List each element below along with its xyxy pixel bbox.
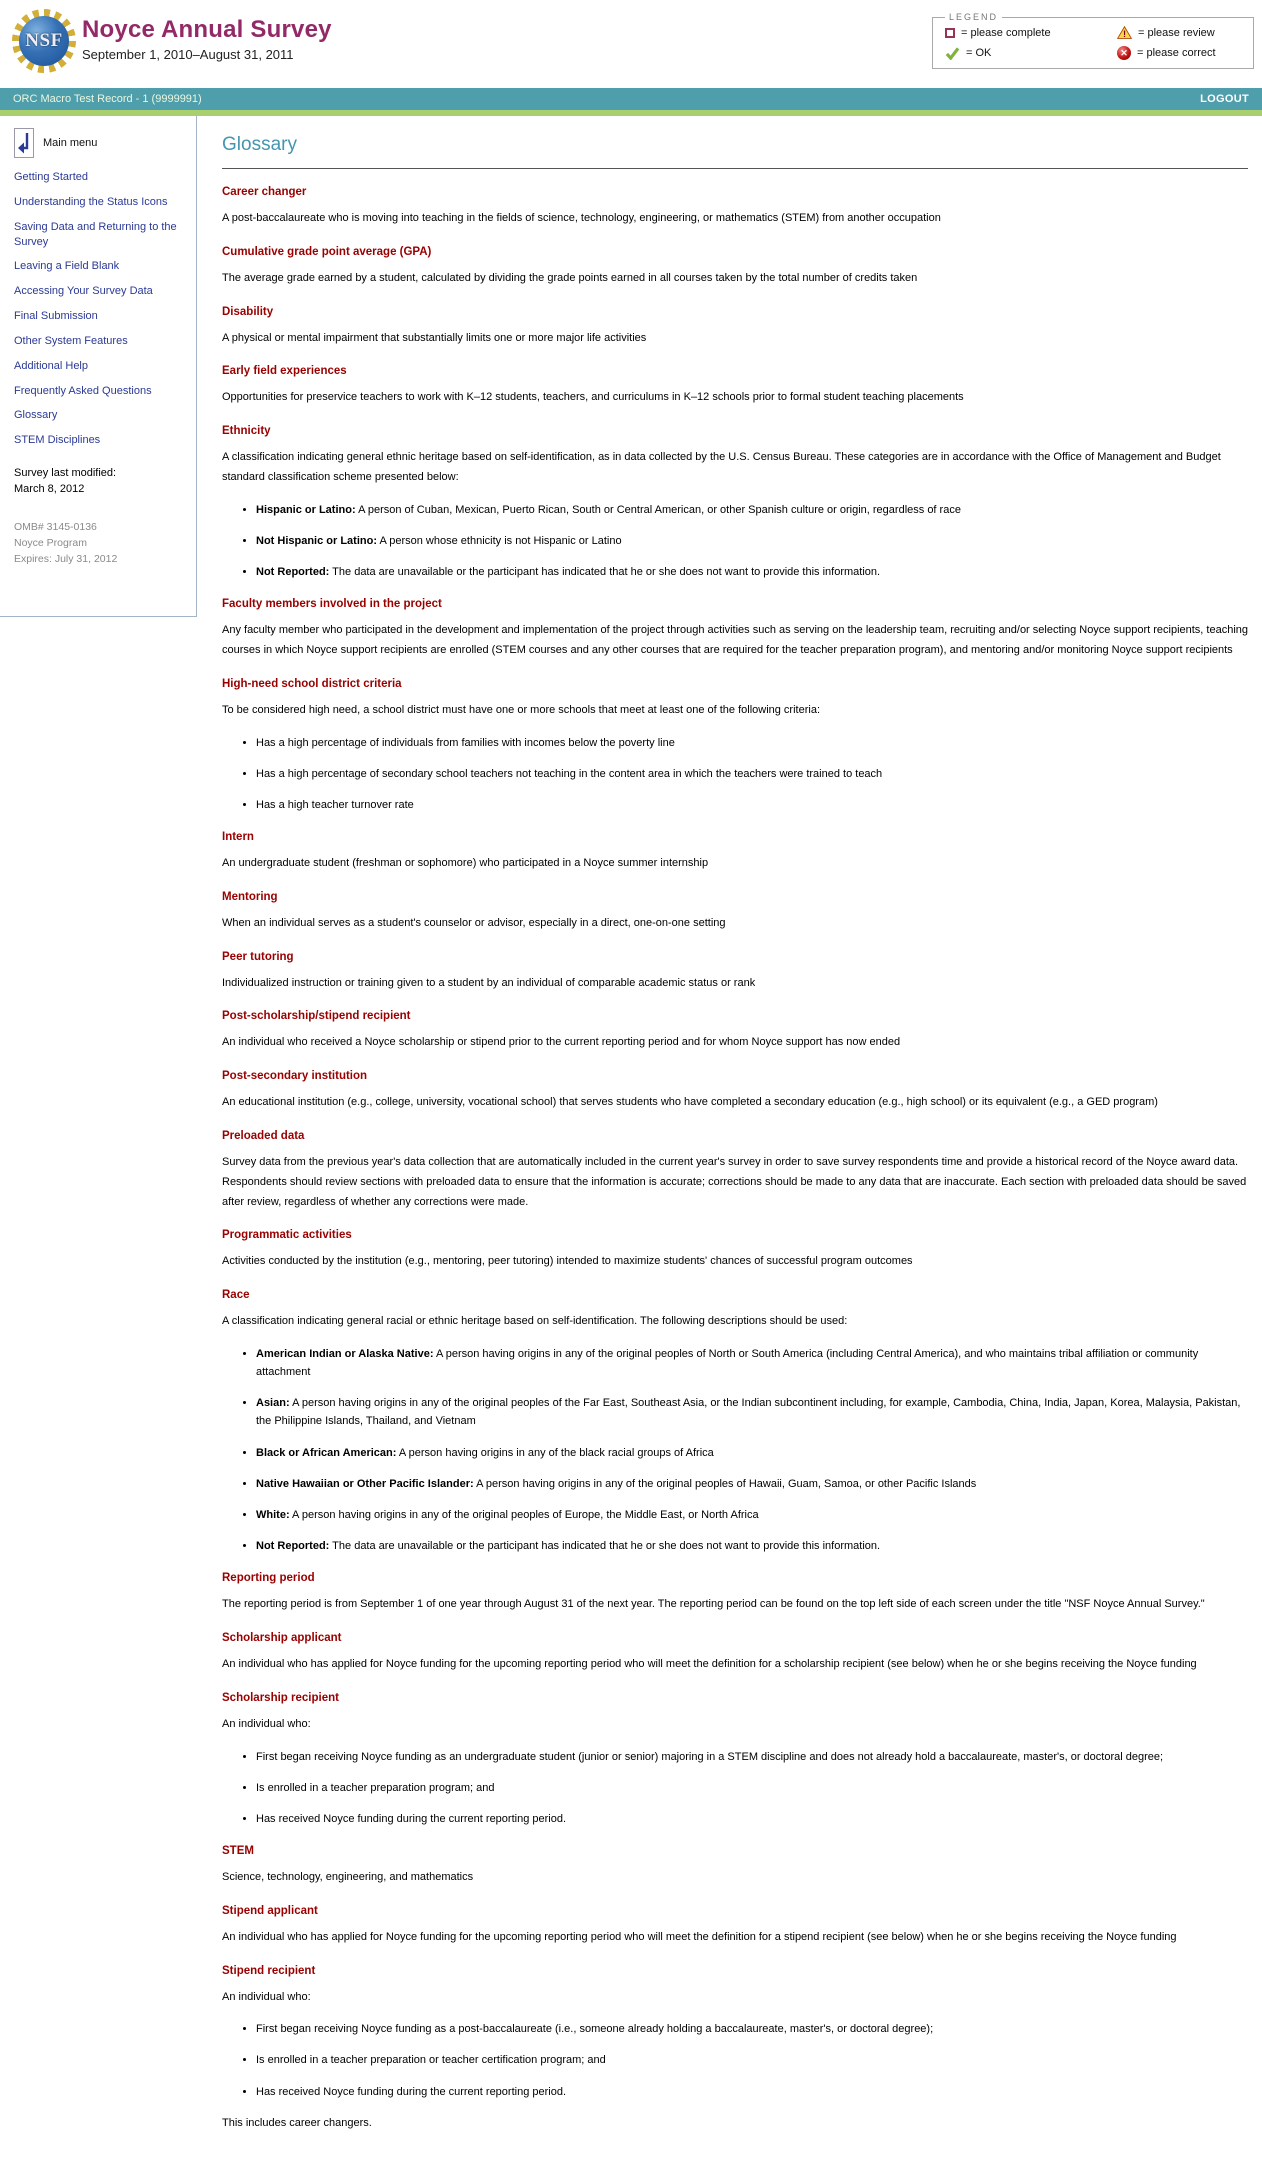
legend-title: LEGEND — [949, 12, 999, 22]
glossary-definition: To be considered high need, a school district must have one or more schools that meet at least one of the following criteria: — [222, 703, 820, 716]
last-modified-label: Survey last modified: — [14, 467, 117, 480]
sidebar-item-getting-started[interactable]: Getting Started — [14, 171, 88, 183]
glossary-bullet-item: • Not Hispanic or Latino: A person whose ethnicity is not Hispanic or Latino — [256, 532, 1248, 550]
ok-check-icon — [945, 47, 960, 60]
bullet-lead: American Indian or Alaska Native: — [256, 1347, 434, 1360]
sidebar-item-other-system-features[interactable]: Other System Features — [14, 334, 128, 347]
omb-info — [14, 520, 186, 567]
glossary-term-high-need-school-district-criteria: High-need school district criteria — [222, 677, 402, 690]
glossary-term-stipend-recipient: Stipend recipient — [222, 1964, 316, 1977]
legend-grid — [945, 26, 1243, 60]
glossary-term-post-secondary-institution: Post-secondary institution — [222, 1070, 368, 1083]
glossary-definition: Activities conducted by the institution (e.g., mentoring, peer tutoring) intended to maximize students' chances of successful program outcomes — [222, 1255, 913, 1268]
sidebar-item-accessing-your-survey-data[interactable]: Accessing Your Survey Data — [14, 285, 153, 298]
glossary-term-career-changer: Career changer — [222, 186, 307, 198]
glossary-definition: The average grade earned by a student, calculated by dividing the grade points earned in all courses taken by the total number of credits taken — [222, 271, 918, 284]
glossary-bullet-item: • First began receiving Noyce funding as an undergraduate student (junior or senior) majoring in a STEM discipline and does not already hold a baccalaureate, master's, or doctoral degree; — [256, 1748, 1248, 1766]
reporting-period-subtitle: September 1, 2010–August 31, 2011 — [82, 47, 294, 62]
glossary-definition: A classification indicating general ethnic heritage based on self-identification, as in data collected by the U.S. Census Bureau. These categories are in accordance with the Office of Management and Budget standard classification scheme presented below: — [222, 451, 1221, 483]
legend-item-square — [945, 26, 1117, 39]
layout — [0, 116, 1262, 2174]
sidebar-item-stem-disciplines[interactable]: STEM Disciplines — [14, 434, 101, 447]
legend-item-label: = please correct — [1137, 47, 1216, 59]
glossary-definition: A physical or mental impairment that substantially limits one or more major life activities — [222, 331, 647, 344]
glossary-definition: Survey data from the previous year's data collection that are automatically included in the current year's survey in order to save survey respondents time and provide a historical record of the Noyce award data. Respondents should review sections with preloaded data to ensure that the information is accurate; corrections should be made to any data that are inaccurate. Each section with preloaded data should be saved after review, regardless of whether any corrections were made. — [222, 1156, 1247, 1208]
glossary-term-stipend-applicant: Stipend applicant — [222, 1904, 318, 1917]
glossary-definition: An individual who received a Noyce scholarship or stipend prior to the current reporting period and for whom Noyce support has now ended — [222, 1036, 901, 1049]
glossary-bullet-item: • Has a high percentage of secondary school teachers not teaching in the content area in which the teachers were trained to teach — [256, 765, 1248, 783]
glossary-term-early-field-experiences: Early field experiences — [222, 365, 347, 378]
glossary-bullet-list — [242, 1748, 1248, 1828]
topbar — [0, 88, 1262, 110]
glossary-bullet-item: • Black or African American: A person having origins in any of the black racial groups of Africa — [256, 1444, 1248, 1462]
brand — [82, 16, 332, 62]
legend-item-label: = please complete — [961, 26, 1051, 39]
glossary-term-programmatic-activities: Programmatic activities — [222, 1229, 352, 1242]
glossary-term-mentoring: Mentoring — [222, 890, 278, 903]
page-title: Glossary — [222, 134, 297, 155]
nsf-logo-icon — [12, 9, 76, 73]
bullet-lead: Not Reported: — [256, 1539, 330, 1552]
glossary-term-cumulative-grade-point-average-gpa: Cumulative grade point average (GPA) — [222, 245, 432, 258]
bullet-lead: Asian: — [256, 1397, 290, 1410]
title-divider — [222, 168, 1248, 169]
glossary-term-race: Race — [222, 1289, 250, 1302]
glossary-definition: Individualized instruction or training given to a student by an individual of comparable academic status or rank — [222, 976, 756, 989]
main-menu-icon — [14, 128, 34, 158]
sidebar-item-glossary[interactable]: Glossary — [14, 409, 58, 422]
glossary-bullet-item: • Hispanic or Latino: A person of Cuban, Mexican, Puerto Rican, South or Central American, or other Spanish culture or origin, regardless of race — [256, 501, 1248, 519]
omb-line: Noyce Program — [14, 536, 87, 549]
glossary-bullet-item: • Is enrolled in a teacher preparation or teacher certification program; and — [256, 2051, 1248, 2069]
sidebar — [0, 116, 197, 617]
glossary-definition: An individual who has applied for Noyce funding for the upcoming reporting period who will meet the definition for a stipend recipient (see below) when he or she begins receiving the Noyce funding — [222, 1930, 1177, 1943]
bullet-lead: Black or African American: — [256, 1446, 397, 1459]
glossary-bullet-item: • Not Reported: The data are unavailable or the participant has indicated that he or she does not want to provide this information. — [256, 1537, 1248, 1555]
glossary-definition: A post-baccalaureate who is moving into teaching in the fields of science, technology, engineering, or mathematics (STEM) from another occupation — [222, 212, 941, 224]
glossary-term-post-scholarship-stipend-recipient: Post-scholarship/stipend recipient — [222, 1010, 411, 1023]
glossary-bullet-item: • Has a high percentage of individuals from families with incomes below the poverty line — [256, 734, 1248, 752]
record-label: ORC Macro Test Record - 1 (9999991) — [13, 93, 202, 105]
omb-line: Expires: July 31, 2012 — [14, 552, 118, 565]
glossary-term-peer-tutoring: Peer tutoring — [222, 950, 294, 963]
glossary-term-ethnicity: Ethnicity — [222, 425, 271, 438]
glossary-term-preloaded-data: Preloaded data — [222, 1130, 305, 1142]
legend-box — [932, 12, 1254, 69]
nsf-logo-text: NSF — [25, 30, 63, 51]
glossary-bullet-list — [242, 1345, 1248, 1555]
glossary-definition: When an individual serves as a student's counselor or advisor, especially in a direct, one-on-one setting — [222, 916, 726, 929]
legend-item-label: = OK — [966, 47, 992, 59]
sidebar-item-additional-help[interactable]: Additional Help — [14, 359, 88, 372]
glossary-definition: An individual who: — [222, 1990, 311, 2003]
glossary-bullet-list — [242, 2020, 1248, 2100]
glossary-definition: An educational institution (e.g., college, university, vocational school) that serves students who have completed a secondary education (e.g., high school) or its equivalent (e.g., a GED program) — [222, 1096, 1158, 1109]
sidebar-item-final-submission[interactable]: Final Submission — [14, 310, 98, 323]
glossary-bullet-item: • Is enrolled in a teacher preparation program; and — [256, 1779, 1248, 1797]
main-menu-label: Main menu — [43, 137, 98, 149]
glossary-definition: An undergraduate student (freshman or sophomore) who participated in a Noyce summer internship — [222, 857, 709, 870]
sidebar-item-understanding-the-status-icons[interactable]: Understanding the Status Icons — [14, 195, 168, 208]
glossary-bullet-item: • Has a high teacher turnover rate — [256, 796, 1248, 814]
bullet-lead: Not Reported: — [256, 566, 330, 579]
main-content — [197, 116, 1262, 2174]
glossary-term-stem: STEM — [222, 1844, 254, 1857]
svg-text:!: ! — [1122, 29, 1127, 39]
legend-item-label: = please review — [1138, 26, 1215, 39]
logout-button[interactable]: LOGOUT — [1200, 93, 1249, 105]
glossary-definition: A classification indicating general racial or ethnic heritage based on self-identification. The following descriptions should be used: — [222, 1315, 848, 1328]
bullet-lead: Native Hawaiian or Other Pacific Islander: — [256, 1477, 474, 1490]
glossary-term-scholarship-applicant: Scholarship applicant — [222, 1631, 342, 1644]
bullet-lead: Hispanic or Latino: — [256, 503, 356, 516]
glossary-term-scholarship-recipient: Scholarship recipient — [222, 1691, 339, 1704]
glossary-bullet-item: • American Indian or Alaska Native: A person having origins in any of the original peoples of North or South America (including Central America), and who maintains tribal affiliation or community attachment — [256, 1345, 1248, 1381]
warning-triangle-icon — [1117, 26, 1132, 39]
sidebar-item-leaving-a-field-blank[interactable]: Leaving a Field Blank — [14, 260, 120, 273]
bullet-lead: Not Hispanic or Latino: — [256, 534, 377, 547]
glossary-term-faculty-members-involved-in-the-project: Faculty members involved in the project — [222, 598, 442, 611]
app-title: Noyce Annual Survey — [82, 16, 332, 43]
sidebar-item-frequently-asked-questions[interactable]: Frequently Asked Questions — [14, 384, 152, 397]
glossary-entries — [222, 186, 1248, 2134]
glossary-bullet-item: • First began receiving Noyce funding as a post-baccalaureate (i.e., someone already holding a baccalaureate, master's, or doctoral degree); — [256, 2020, 1248, 2038]
glossary-bullet-item: • White: A person having origins in any of the original peoples of Europe, the Middle East, or North Africa — [256, 1506, 1248, 1524]
error-circle-icon: ✕ — [1117, 46, 1131, 60]
glossary-term-intern: Intern — [222, 831, 254, 844]
glossary-bullet-item: • Has received Noyce funding during the current reporting period. — [256, 1810, 1248, 1828]
nsf-globe-icon — [19, 16, 69, 66]
glossary-term-reporting-period: Reporting period — [222, 1572, 315, 1585]
glossary-term-disability: Disability — [222, 305, 274, 318]
glossary-definition: The reporting period is from September 1 of one year through August 31 of the next year. The reporting period can be found on the top left side of each screen under the title "NSF Noyce Annual Survey." — [222, 1598, 1205, 1611]
glossary-definition: Opportunities for preservice teachers to work with K–12 students, teachers, and curriculums in K–12 schools prior to formal student teaching placements — [222, 391, 964, 404]
glossary-definition: An individual who has applied for Noyce funding for the upcoming reporting period who will meet the definition for a scholarship recipient (see below) when he or she begins receiving the Noyce funding — [222, 1657, 1197, 1670]
header — [0, 0, 1262, 88]
last-modified-date: March 8, 2012 — [14, 483, 85, 496]
glossary-definition: Science, technology, engineering, and mathematics — [222, 1870, 474, 1883]
glossary-definition: An individual who: — [222, 1717, 311, 1730]
sidebar-nav — [14, 170, 186, 448]
legend-item-error — [1117, 46, 1243, 60]
omb-line: OMB# 3145-0136 — [14, 521, 97, 533]
legend-item-check — [945, 46, 1117, 60]
incomplete-square-icon — [945, 28, 955, 38]
bullet-lead: White: — [256, 1508, 290, 1521]
legend-item-warning — [1117, 26, 1243, 39]
last-modified — [14, 466, 186, 498]
glossary-bullet-list — [242, 501, 1248, 581]
glossary-bullet-item: • Native Hawaiian or Other Pacific Islander: A person having origins in any of the original peoples of Hawaii, Guam, Samoa, or other Pacific Islands — [256, 1475, 1248, 1493]
sidebar-item-saving-data-and-returning-to-the-survey[interactable]: Saving Data and Returning to the Survey — [14, 220, 177, 248]
sidebar-item-main-menu[interactable] — [14, 128, 186, 158]
glossary-bullet-list — [242, 734, 1248, 814]
glossary-bullet-item: • Asian: A person having origins in any of the original peoples of the Far East, Southeast Asia, or the Indian subcontinent including, for example, Cambodia, China, India, Japan, Korea, Malaysia, Pakistan, the Philippine Islands, Thailand, and Vietnam — [256, 1394, 1248, 1430]
glossary-bullet-item: • Has received Noyce funding during the current reporting period. — [256, 2083, 1248, 2101]
glossary-definition: Any faculty member who participated in the development and implementation of the project through activities such as serving on the leadership team, recruiting and/or selecting Noyce support recipients, teaching courses in which Noyce support recipients are enrolled (STEM courses and any other courses that are required for the teacher preparation program), and mentoring and/or monitoring Noyce support recipients — [222, 624, 1249, 656]
glossary-bullet-item: • Not Reported: The data are unavailable or the participant has indicated that he or she does not want to provide this information. — [256, 563, 1248, 581]
glossary-definition-footer: This includes career changers. — [222, 2116, 372, 2129]
